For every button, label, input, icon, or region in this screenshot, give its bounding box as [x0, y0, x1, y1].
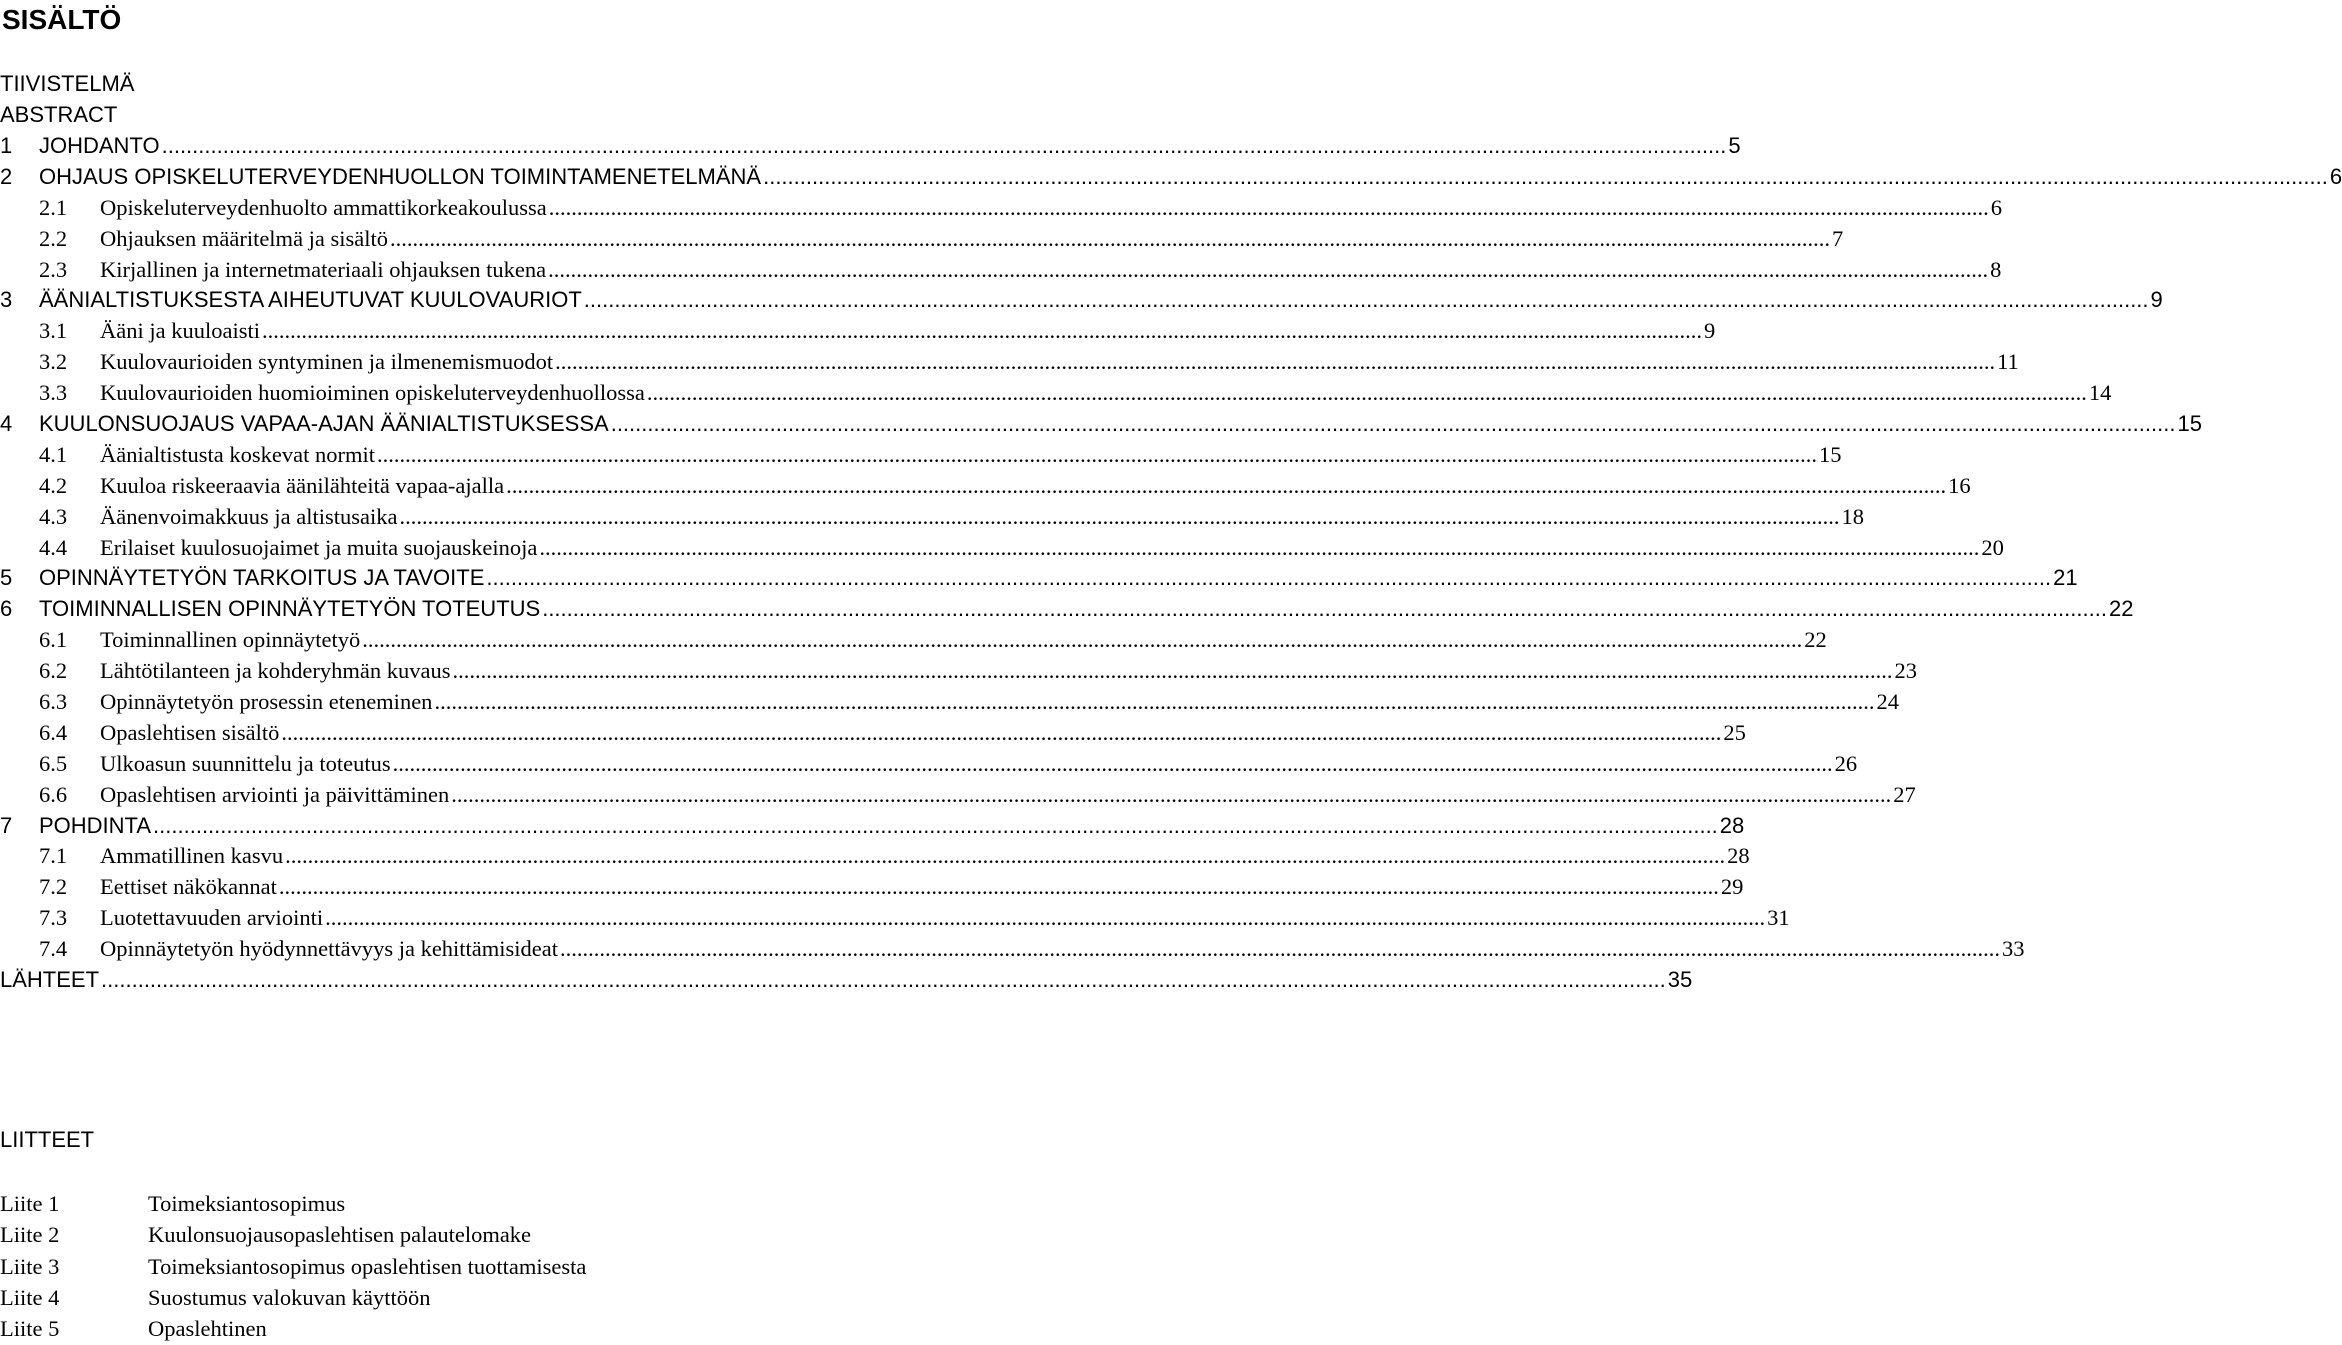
- toc-entry-title: Kirjallinen ja internetmateriaali ohjauksen tukena: [100, 256, 547, 282]
- toc-entry-number: 2.2: [39, 225, 68, 251]
- toc-entry[interactable]: [0, 749, 1858, 780]
- toc-entry-title: OHJAUS OPISKELUTERVEYDENHUOLLON TOIMINTAMENETELMÄNÄ: [39, 163, 762, 189]
- toc-dot-leader: [560, 934, 2000, 965]
- toc-entry-number: 3.1: [39, 318, 68, 344]
- toc-entry-number: 7.3: [39, 905, 68, 931]
- toc-entry-page-number: 22: [2108, 596, 2134, 622]
- toc-entry-number: 7.4: [39, 936, 68, 962]
- toc-entry-title: Lähtötilanteen ja kohderyhmän kuvaus: [100, 658, 451, 684]
- toc-entry-number: 4.4: [39, 534, 68, 560]
- toc-entry-page-number: 8: [1990, 256, 2002, 282]
- toc-entry[interactable]: [0, 903, 1790, 934]
- toc-entry-number: 5: [0, 565, 13, 591]
- toc-entry[interactable]: [0, 594, 2134, 625]
- appendix-entry[interactable]: [0, 1188, 956, 1219]
- toc-entry-number: 7.2: [39, 874, 68, 900]
- page-title: SISÄLTÖ: [2, 4, 122, 35]
- appendix-entry[interactable]: [0, 1251, 956, 1282]
- toc-entry[interactable]: [0, 502, 1864, 533]
- toc-entry-title: Ohjauksen määritelmä ja sisältö: [100, 225, 389, 251]
- toc-entry[interactable]: [0, 347, 2019, 378]
- toc-entry-page-number: 15: [1818, 441, 1842, 467]
- toc-entry-page-number: 26: [1834, 750, 1858, 776]
- toc-entry[interactable]: [0, 440, 1842, 471]
- toc-entry[interactable]: [0, 533, 2004, 564]
- toc-entry-title: Kuulovaurioiden syntyminen ja ilmenemismuodot: [100, 349, 554, 375]
- toc-entry[interactable]: [0, 316, 1716, 347]
- toc-entry-number: 7: [0, 812, 13, 838]
- toc-entry-page-number: 21: [2053, 565, 2078, 591]
- appendix-entry[interactable]: [0, 1282, 956, 1313]
- toc-entry-number: 6.3: [39, 689, 68, 715]
- toc-entry-title: OPINNÄYTETYÖN TARKOITUS JA TAVOITE: [39, 565, 485, 591]
- toc-entry-title: Kuulovaurioiden huomioiminen opiskeluterveydenhuollossa: [100, 380, 645, 406]
- toc-entry-title: Opaslehtisen arviointi ja päivittäminen: [100, 781, 450, 807]
- toc-entry-page-number: 25: [1723, 719, 1746, 745]
- toc-entry[interactable]: [0, 625, 1827, 656]
- toc-entry-page-number: 15: [2177, 411, 2202, 437]
- toc-entry[interactable]: [0, 841, 1750, 872]
- toc-entry-number: 7.1: [39, 843, 68, 869]
- toc-entry-page-number: 33: [2002, 936, 2025, 962]
- toc-entry[interactable]: [0, 378, 2112, 409]
- toc-item-abstract-en[interactable]: ABSTRACT: [0, 102, 118, 127]
- toc-dot-leader: [542, 594, 2107, 625]
- toc-dot-leader: [279, 872, 1719, 903]
- toc-entry-title: LÄHTEET: [0, 967, 100, 993]
- toc-dot-leader: [362, 625, 1802, 656]
- toc-entry-number: 3.3: [39, 380, 68, 406]
- appendix-label: Liite 2: [0, 1222, 60, 1248]
- toc-entry-title: Luotettavuuden arviointi: [100, 905, 324, 931]
- toc-entry-title: Toiminnallinen opinnäytetyö: [100, 627, 361, 653]
- toc-dot-leader: [486, 563, 2051, 594]
- toc-entry-title: JOHDANTO: [39, 133, 160, 158]
- appendix-title: Toimeksiantosopimus: [148, 1191, 346, 1216]
- toc-entry[interactable]: [0, 131, 1741, 162]
- toc-entry-page-number: 9: [1703, 318, 1716, 344]
- toc-entry-title: Opinnäytetyön prosessin eteneminen: [100, 689, 433, 715]
- toc-entry[interactable]: [0, 255, 2002, 286]
- toc-entry[interactable]: [0, 934, 2025, 965]
- toc-entry-number: 4: [0, 411, 13, 437]
- toc-dot-leader: [647, 378, 2087, 409]
- toc-dot-leader: [281, 718, 1721, 749]
- toc-entry-number: 2.1: [39, 194, 68, 220]
- appendix-label: Liite 1: [0, 1191, 60, 1216]
- toc-entry[interactable]: [0, 563, 2078, 594]
- toc-dot-leader: [377, 440, 1817, 471]
- toc-dot-leader: [763, 162, 2328, 193]
- toc-entry-number: 3: [0, 287, 13, 313]
- toc-entry-number: 4.2: [39, 472, 68, 498]
- toc-entry-page-number: 24: [1876, 689, 1899, 715]
- toc-entry[interactable]: [0, 687, 1899, 718]
- appendix-entry[interactable]: [0, 1219, 956, 1250]
- toc-entry-number: 4.3: [39, 503, 68, 529]
- toc-entry[interactable]: [0, 162, 2342, 193]
- toc-dot-leader: [549, 193, 1989, 224]
- appendix-title: Opaslehtinen: [148, 1316, 267, 1342]
- toc-dot-leader: [453, 656, 1893, 687]
- toc-entry-page-number: 7: [1832, 225, 1844, 251]
- toc-entry-title: KUULONSUOJAUS VAPAA-AJAN ÄÄNIALTISTUKSESSA: [39, 411, 609, 437]
- toc-entry-page-number: 22: [1804, 627, 1827, 653]
- toc-item-abstract-fi[interactable]: TIIVISTELMÄ: [0, 71, 135, 96]
- toc-dot-leader: [325, 903, 1765, 934]
- toc-entry-title: Ammatillinen kasvu: [100, 843, 284, 869]
- appendix-label: Liite 3: [0, 1253, 60, 1279]
- toc-dot-leader: [162, 131, 1727, 162]
- toc-dot-leader: [539, 533, 1979, 564]
- toc-entry-page-number: 6: [1990, 194, 2003, 220]
- toc-entry-page-number: 20: [1981, 534, 2004, 560]
- toc-dot-leader: [611, 409, 2176, 440]
- toc-entry-title: Äänenvoimakkuus ja altistusaika: [100, 503, 398, 529]
- toc-dot-leader: [451, 780, 1891, 811]
- toc-entry[interactable]: [0, 811, 1745, 842]
- toc-entry-number: 2: [0, 163, 13, 189]
- toc-dot-leader: [548, 255, 1988, 286]
- appendix-label: Liite 4: [0, 1284, 60, 1310]
- toc-entry[interactable]: [0, 718, 1746, 749]
- toc-dot-leader: [393, 749, 1833, 780]
- toc-dot-leader: [285, 841, 1725, 872]
- toc-entry-page-number: 23: [1894, 658, 1918, 684]
- toc-entry-title: Äänialtistusta koskevat normit: [100, 441, 375, 467]
- toc-entry-number: 6.6: [39, 781, 68, 807]
- toc-entry-title: POHDINTA: [39, 812, 152, 838]
- toc-entry-title: Kuuloa riskeeraavia äänilähteitä vapaa-ajalla: [100, 472, 505, 498]
- toc-entry-page-number: 28: [1727, 843, 1750, 869]
- toc-entry-title: Opinnäytetyön hyödynnettävyys ja kehittämisideat: [100, 936, 559, 962]
- toc-dot-leader: [153, 811, 1718, 842]
- toc-entry-title: Opiskeluterveydenhuolto ammattikorkeakoulussa: [100, 194, 547, 220]
- toc-dot-leader: [434, 687, 1874, 718]
- toc-entry-number: 6: [0, 596, 13, 622]
- toc-dot-leader: [399, 502, 1839, 533]
- toc-dot-leader: [262, 316, 1702, 347]
- toc-entry-page-number: 6: [2329, 163, 2342, 189]
- toc-entry[interactable]: [0, 409, 2202, 440]
- toc-entry-number: 6.4: [39, 719, 68, 745]
- toc-entry-title: Opaslehtisen sisältö: [100, 719, 280, 745]
- toc-entry-number: 2.3: [39, 256, 68, 282]
- toc-entry-page-number: 5: [1728, 133, 1741, 158]
- toc-entry-page-number: 9: [2150, 287, 2163, 313]
- toc-entry[interactable]: [0, 872, 1744, 903]
- appendices-heading: LIITTEET: [0, 1127, 95, 1152]
- toc-entry-number: 1: [0, 133, 13, 158]
- appendix-list: [0, 1188, 956, 1344]
- appendix-title: Toimeksiantosopimus opaslehtisen tuottamisesta: [148, 1253, 587, 1279]
- toc-entry-page-number: 11: [1997, 349, 2019, 375]
- toc-entry-number: 6.1: [39, 627, 68, 653]
- toc-entry-page-number: 16: [1948, 472, 1971, 498]
- toc-entry-title: TOIMINNALLISEN OPINNÄYTETYÖN TOTEUTUS: [39, 596, 541, 622]
- toc-entry-page-number: 29: [1720, 874, 1744, 900]
- toc-entry-page-number: 27: [1893, 781, 1916, 807]
- toc-entry[interactable]: [0, 193, 2003, 224]
- toc-entry-page-number: 18: [1841, 503, 1864, 529]
- toc-entry-title: ÄÄNIALTISTUKSESTA AIHEUTUVAT KUULOVAURIOT: [39, 287, 582, 313]
- toc-entry-title: Ääni ja kuuloaisti: [100, 318, 260, 344]
- toc-dot-leader: [506, 471, 1946, 502]
- toc-dot-leader: [101, 965, 1666, 996]
- toc-entry[interactable]: [0, 224, 1844, 255]
- toc-entry[interactable]: [0, 285, 2163, 316]
- toc-entry-title: Eettiset näkökannat: [100, 874, 277, 900]
- appendix-entry[interactable]: [0, 1313, 956, 1344]
- toc-entry-title: Erilaiset kuulosuojaimet ja muita suojauskeinoja: [100, 534, 538, 560]
- toc-entry-number: 3.2: [39, 349, 68, 375]
- appendix-title: Suostumus valokuvan käyttöön: [148, 1284, 431, 1310]
- appendix-label: Liite 5: [0, 1316, 60, 1342]
- toc-entry[interactable]: [0, 471, 1971, 502]
- table-of-contents: [0, 131, 2342, 996]
- toc-entry[interactable]: [0, 656, 1918, 687]
- toc-entry-page-number: 14: [2088, 380, 2112, 406]
- appendix-title: Kuulonsuojausopaslehtisen palautelomake: [148, 1222, 532, 1248]
- toc-entry-number: 6.2: [39, 658, 68, 684]
- toc-entry[interactable]: [0, 965, 1693, 996]
- toc-entry-page-number: 28: [1719, 812, 1745, 838]
- toc-entry-number: 4.1: [39, 441, 68, 467]
- toc-dot-leader: [390, 224, 1830, 255]
- toc-dot-leader: [555, 347, 1995, 378]
- toc-entry-number: 6.5: [39, 750, 68, 776]
- toc-entry-page-number: 31: [1767, 905, 1790, 931]
- toc-entry[interactable]: [0, 780, 1916, 811]
- toc-entry-page-number: 35: [1667, 967, 1693, 993]
- toc-dot-leader: [584, 285, 2149, 316]
- toc-entry-title: Ulkoasun suunnittelu ja toteutus: [100, 750, 391, 776]
